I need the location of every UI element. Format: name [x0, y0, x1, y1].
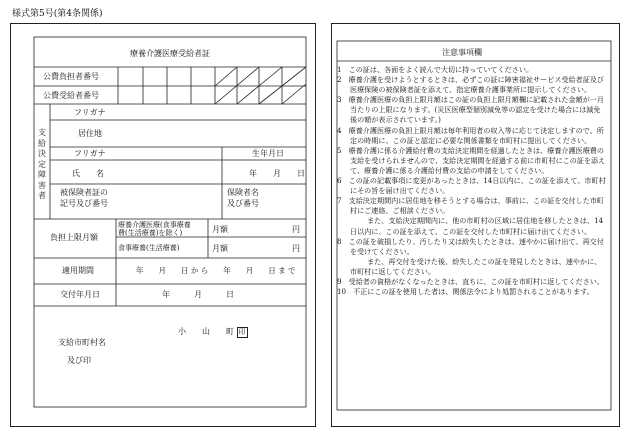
issue-date-label: 交付年月日 — [60, 290, 100, 299]
form-number-label: 様式第5号(第4条関係) — [12, 9, 103, 19]
note-item: また、再交付を受けた後、紛失したこの証を発見したときは、速やかに、市町村に返してください。 — [350, 256, 602, 276]
public-recipient-number-label: 公費受給者番号 — [43, 91, 99, 100]
seal-stamp: 印 — [238, 328, 246, 336]
notes-title: 注意事項欄 — [442, 48, 482, 57]
yen-label-1: 円 — [292, 225, 300, 234]
note-item: 2 療養介護を受けようとするときは、必ずこの証に障害福祉サービス受給者証及び医療保険の被保険者証を添えて、指定療養介護事業所に提示してください。 — [337, 75, 604, 95]
dob-value: 年 月 日 — [249, 169, 305, 178]
monthly-label-1: 月額 — [212, 225, 228, 234]
municipality-name: 小 山 町 印 — [178, 327, 246, 336]
note-item: 6 この証の記載事項に変更があったときは、14日以内に、この証を添えて、市町村にその旨を届け出てください。 — [337, 176, 606, 196]
municipality-label-1: 支給市町村名 — [58, 338, 106, 347]
note-item: 1 この証は、各面をよく読んで大切に持っていてください。 — [337, 65, 534, 74]
note-item: 5 療養介護に係る介護給付費の支給決定期間を経過したときは、療養介護医療費の支給を受けられませんので、支給決定期間を経過する前に市町村にこの証を添えて、療養介護に係る介護給付費の支給の申請をしてください。 — [337, 145, 606, 175]
note-item: また、支給決定期間内に、他の市町村の区域に居住地を移したときは、14日以内に、この証を添えて、この証を交付した市町村に届け出てください。 — [350, 216, 604, 236]
yen-label-2: 円 — [292, 244, 300, 253]
furigana-label-1: フリガナ — [74, 108, 106, 117]
note-item: 9 受給者の資格がなくなったときは、直ちに、この証を市町村に返してください。 — [337, 276, 604, 286]
monthly-label-2: 月額 — [212, 244, 228, 253]
medical-care-label-1: 療養介護医療(食事療養 — [118, 221, 191, 229]
note-item: 10 不正にこの証を使用した者は、関係法令により処罰されることがあります。 — [337, 287, 594, 297]
public-payer-number-label: 公費負担者番号 — [43, 72, 99, 81]
notes-list — [337, 65, 607, 297]
note-item: 4 療養介護医療の負担上限月額は毎年利用者の収入等に応じて決定しますので、所定の時期に、この証と認定に必要な関係書類を市町村に提出してください。 — [337, 125, 604, 145]
period-label: 適用期間 — [62, 266, 94, 275]
furigana-label-2: フリガナ — [74, 149, 106, 158]
period-value: 年 月 日 か ら 年 月 日 ま で — [136, 266, 296, 275]
note-item: 3 療養介護医療の負担上限月額はこの証の負担上限月額欄に記載された金額が一月当たりの上限になります。(災区医療型個別減免等の認定を受けた場合には減免後の額が表示されています。) — [337, 95, 604, 125]
meal-care-label: 食事療養(生活療養) — [118, 244, 180, 252]
note-item: 7 支給決定期間内に居住地を移そうとする場合は、事前に、この証を交付した市町村にご連絡、ご相談ください。 — [337, 196, 604, 216]
certificate-title: 療養介護医療受給者証 — [130, 49, 210, 58]
address-label: 居住地 — [78, 129, 102, 138]
note-item: 8 この証を破損したり、汚したり又は紛失したときは、速やかに届け出て、再交付を受けてください。 — [337, 236, 604, 256]
medical-care-label-2: 費(生活療養)を除く) — [118, 229, 183, 237]
insurer-name-label: 保険者名 — [227, 188, 259, 197]
insured-number-label: 被保険者証の — [60, 188, 108, 197]
insurer-name-label-2: 及び番号 — [227, 199, 259, 208]
insured-number-label-2: 記号及び番号 — [60, 199, 108, 208]
name-label: 氏 名 — [72, 169, 104, 178]
municipality-label-2: 及び印 — [67, 356, 91, 365]
limit-label: 負担上限月額 — [50, 233, 98, 242]
issue-date-value: 年 月 日 — [162, 290, 234, 299]
applicant-side-label: 支給決定障害者 — [38, 128, 46, 200]
dob-label: 生年月日 — [252, 149, 284, 158]
